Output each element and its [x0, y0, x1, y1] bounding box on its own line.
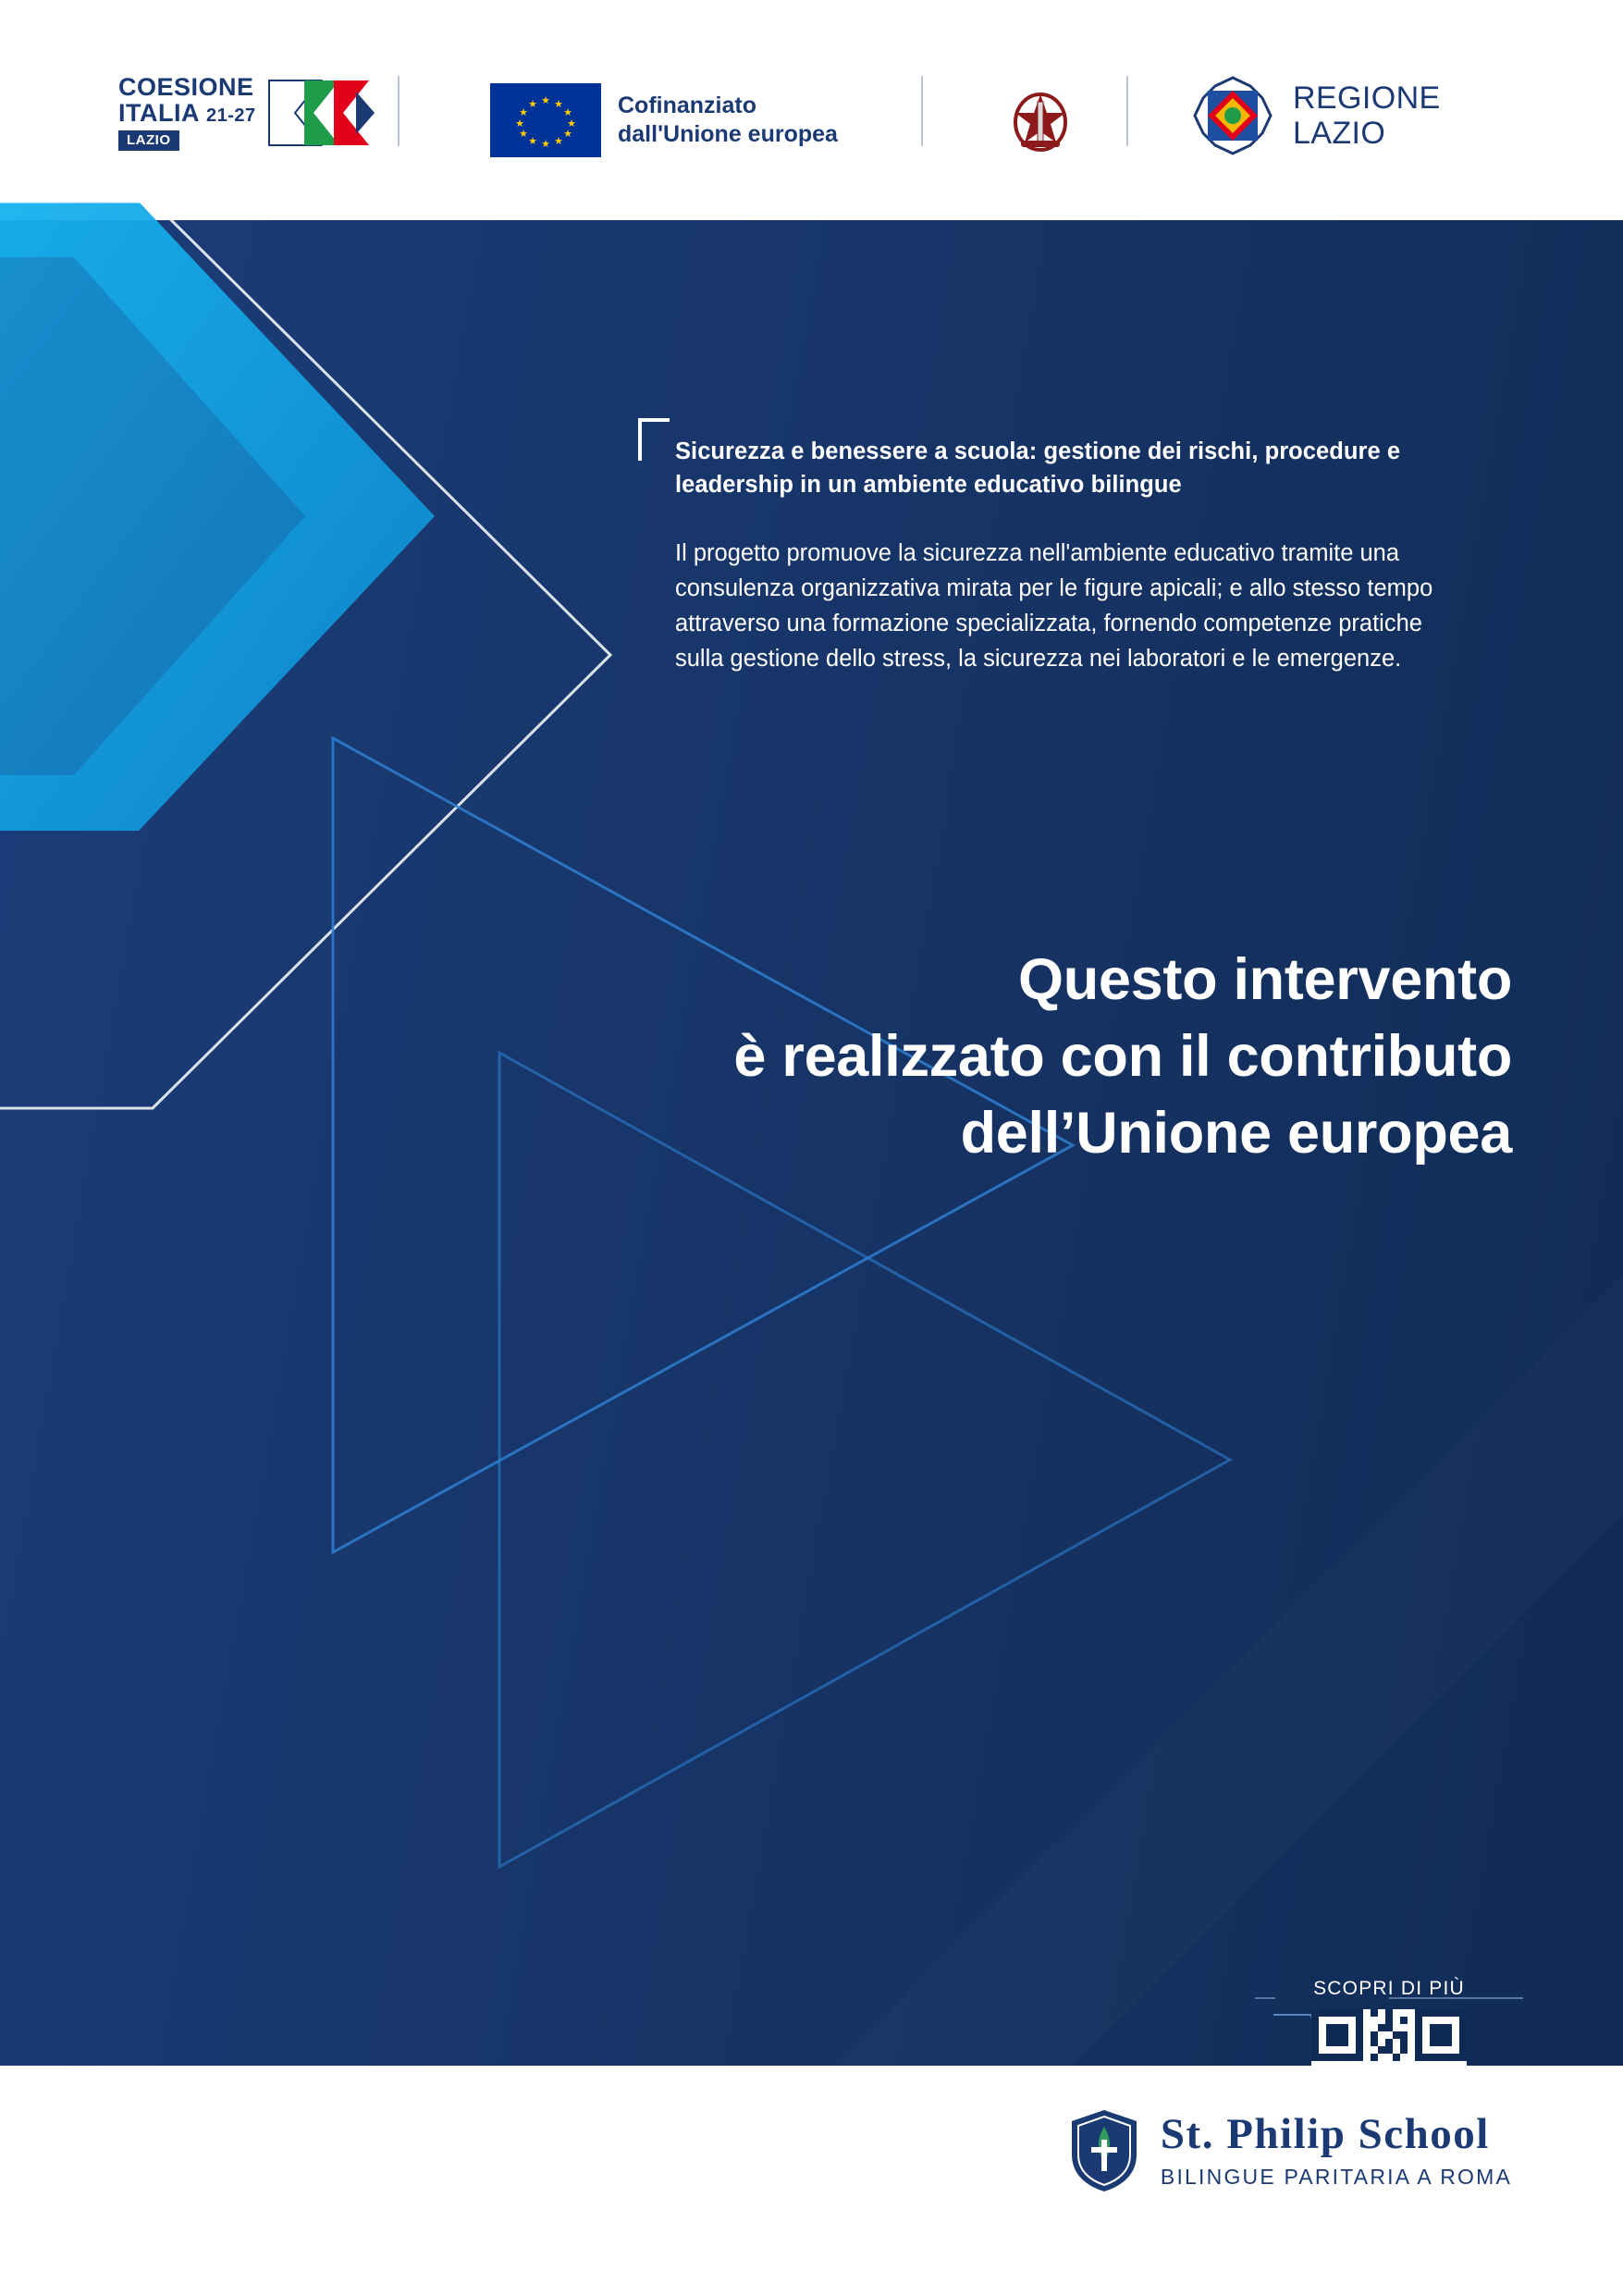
- project-description: Il progetto promuove la sicurezza nell'ambiente educativo tramite una consulenza organizzativa mirata per le figure apicali; e allo stesso tempo attraverso una formazione specializzata, fornendo competenze pratiche sulla gestione dello stress, la sicurezza nei laboratori e le emergenze.: [675, 540, 1433, 672]
- header-logo-bar: [0, 0, 1623, 220]
- header-divider-3: [1126, 76, 1128, 146]
- project-description-block: [647, 435, 1461, 676]
- svg-text:★: ★: [563, 129, 572, 140]
- footer-bar: [0, 2066, 1623, 2296]
- svg-text:★: ★: [567, 118, 576, 130]
- headline-block: [402, 942, 1512, 1172]
- coesione-flag-icon: [267, 79, 376, 147]
- main-blue-panel: [0, 220, 1623, 2066]
- coesione-line2: [118, 98, 256, 127]
- svg-text:★: ★: [519, 129, 528, 140]
- coesione-region-tag: LAZIO: [118, 130, 179, 150]
- project-title: Sicurezza e benessere a scuola: gestione dei rischi, procedure e leadership in un ambiente educativo bilingue: [675, 438, 1401, 499]
- svg-text:★: ★: [563, 107, 572, 118]
- italian-republic-emblem-icon: [999, 80, 1082, 161]
- coesione-wordmark: [118, 75, 256, 150]
- logo-regione-lazio: [1193, 76, 1441, 155]
- svg-text:★: ★: [528, 99, 537, 110]
- school-shield-crest-icon: [1068, 2108, 1140, 2193]
- school-wordmark: [1161, 2112, 1512, 2189]
- eu-flag-icon: [490, 83, 601, 157]
- eu-label: [618, 92, 838, 150]
- regione-lazio-emblem-icon: [1193, 76, 1273, 155]
- corner-bracket-icon: [638, 418, 670, 461]
- school-logo: [1068, 2108, 1512, 2193]
- eu-label-line2: dall'Unione europea: [618, 121, 838, 147]
- coesione-line1: COESIONE: [118, 73, 254, 102]
- svg-text:★: ★: [541, 139, 550, 150]
- logo-european-union: [490, 83, 838, 157]
- svg-text:★: ★: [554, 136, 563, 147]
- coesione-italia-text: ITALIA: [118, 98, 199, 127]
- coesione-years: 21-27: [206, 105, 256, 126]
- qr-title: SCOPRI DI PIÙ: [1313, 1978, 1465, 1999]
- regione-lazio-wordmark: [1293, 80, 1441, 151]
- headline-line2: è realizzato con il contributo: [733, 1024, 1512, 1090]
- logo-coesione-italia: [118, 73, 424, 150]
- regione-line2: LAZIO: [1293, 116, 1386, 151]
- svg-text:★: ★: [554, 99, 563, 110]
- svg-text:★: ★: [515, 118, 524, 130]
- eu-label-line1: Cofinanziato: [618, 92, 756, 118]
- headline-line3: dell’Unione europea: [960, 1101, 1512, 1167]
- regione-line1: REGIONE: [1293, 80, 1441, 116]
- school-name: St. Philip School: [1160, 2110, 1490, 2159]
- headline-line1: Questo intervento: [1018, 947, 1512, 1012]
- header-divider-2: [921, 76, 923, 146]
- svg-text:★: ★: [528, 136, 537, 147]
- school-subtitle: BILINGUE PARITARIA A ROMA: [1160, 2164, 1512, 2189]
- svg-text:★: ★: [519, 107, 528, 118]
- header-divider-1: [398, 76, 400, 146]
- svg-text:★: ★: [541, 95, 550, 106]
